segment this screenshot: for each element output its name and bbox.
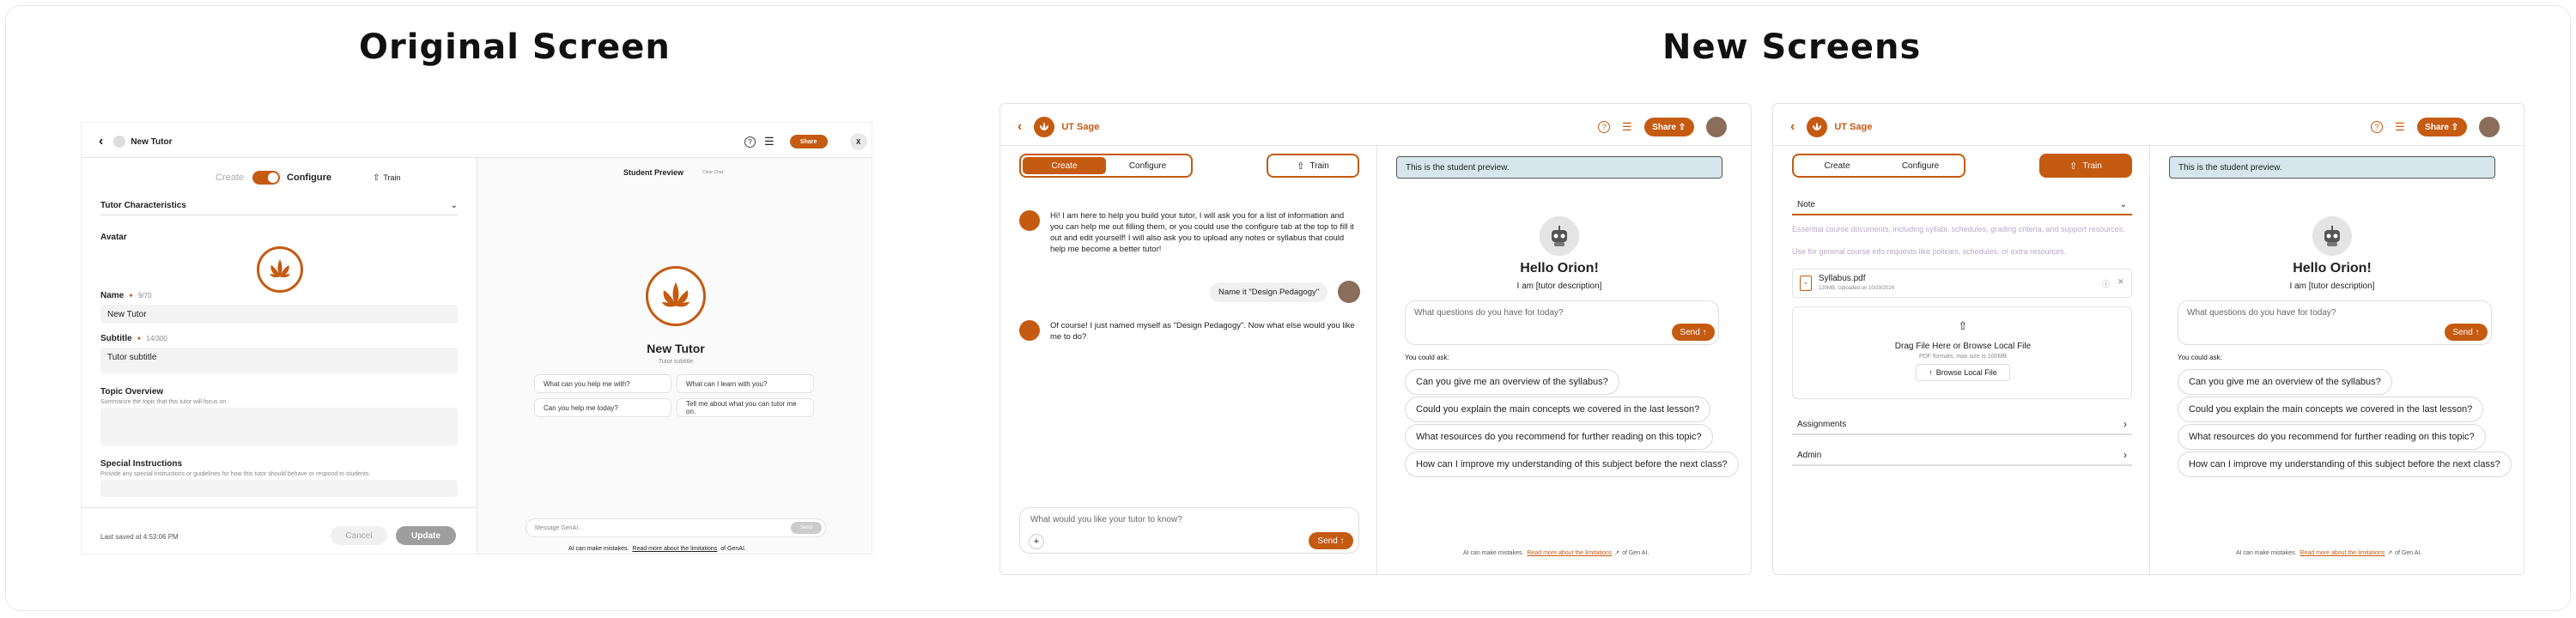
ut-sage-logo bbox=[1807, 117, 1827, 137]
prompt-chip[interactable]: Tell me about what you can tutor me on. bbox=[677, 398, 814, 417]
original-screen bbox=[81, 122, 872, 554]
footer-suffix: of Gen AI. bbox=[1622, 549, 1649, 556]
message-input[interactable] bbox=[526, 518, 826, 537]
suggestion-chip[interactable]: How can I improve my understanding of this subject before the next class? bbox=[1405, 451, 1739, 477]
add-icon[interactable]: + bbox=[1029, 534, 1044, 549]
limitations-link[interactable]: Read more about the limitations bbox=[1527, 549, 1613, 556]
mode-toggle[interactable] bbox=[252, 171, 280, 185]
heading-new: New Screens bbox=[1662, 27, 1922, 67]
limitations-link[interactable]: Read more about the limitations bbox=[2300, 549, 2385, 556]
update-button[interactable]: Update bbox=[396, 526, 456, 545]
chevron-right-icon: › bbox=[2123, 449, 2127, 461]
sparkle-icon: ✦ bbox=[136, 335, 143, 342]
tab-configure[interactable]: Configure bbox=[1128, 161, 1167, 171]
suggestion-chip[interactable]: What resources do you recommend for further reading on this topic? bbox=[1405, 424, 1713, 450]
tutor-input-placeholder: What would you like your tutor to know? bbox=[1030, 515, 1182, 524]
chevron-right-icon: › bbox=[2123, 418, 2127, 430]
special-help: Provide any special instructions or guidelines for how this tutor should behave or respond to students. bbox=[100, 471, 371, 477]
menu-icon[interactable]: ☰ bbox=[1622, 120, 1632, 133]
mode-configure-label[interactable]: Configure bbox=[287, 173, 331, 183]
tutor-description: I am [tutor description] bbox=[2289, 282, 2375, 291]
question-placeholder: What questions do you have for today? bbox=[1414, 308, 1564, 318]
menu-icon[interactable]: ☰ bbox=[764, 135, 775, 148]
new-screen-create bbox=[999, 103, 1752, 575]
special-field[interactable] bbox=[100, 480, 458, 497]
info-icon[interactable]: ⓘ bbox=[2102, 280, 2111, 288]
send-button[interactable]: Send bbox=[791, 522, 822, 534]
pdf-icon: ⌁ bbox=[1800, 276, 1812, 291]
browse-local-button[interactable]: ↑ Browse Local File bbox=[1916, 364, 2010, 381]
note-section-header[interactable] bbox=[1792, 195, 2132, 215]
preview-banner: This is the student preview. bbox=[1396, 156, 1722, 179]
limitations-link[interactable]: Read more about the limitations bbox=[632, 546, 718, 552]
chat-message-bot: Hi! I am here to help you build your tutor, I will ask you for a list of information and you can help me out filling them, or you could use the configure tab at the top to fill it out and edit yourself! I will also ask you to upload any notes or syllabus that could help me become a better tutor! bbox=[1050, 211, 1354, 254]
student-preview bbox=[2150, 146, 2524, 575]
greeting: Hello Orion! bbox=[1520, 261, 1599, 276]
preview-title: Student Preview bbox=[623, 168, 684, 177]
avatar-logo[interactable] bbox=[257, 246, 303, 293]
app-title: UT Sage bbox=[1834, 122, 1873, 132]
disclaimer-suffix: of GenAI. bbox=[720, 546, 746, 552]
topic-help: Summarize the topic that this tutor will focus on. bbox=[100, 399, 228, 405]
mode-create-label[interactable]: Create bbox=[216, 173, 245, 183]
tutor-logo bbox=[646, 266, 706, 326]
tutor-title: New Tutor bbox=[131, 136, 173, 147]
question-placeholder: What questions do you have for today? bbox=[2187, 308, 2336, 318]
help-icon[interactable]: ? bbox=[1598, 121, 1610, 133]
avatar-label: Avatar bbox=[100, 233, 127, 242]
footer-suffix: of Gen AI. bbox=[2395, 549, 2422, 556]
suggestion-chip[interactable]: Could you explain the main concepts we covered in the last lesson? bbox=[2178, 397, 2483, 422]
help-icon[interactable]: ? bbox=[744, 136, 756, 148]
preview-banner: This is the student preview. bbox=[2169, 156, 2495, 179]
train-button[interactable]: Train bbox=[383, 173, 401, 182]
prompt-chip[interactable]: What can I learn with you? bbox=[677, 374, 814, 393]
greeting: Hello Orion! bbox=[2293, 261, 2372, 276]
name-field[interactable]: New Tutor bbox=[100, 305, 458, 324]
train-button[interactable]: ⇧ Train bbox=[2039, 154, 2132, 178]
upload-icon: ⇧ bbox=[1958, 319, 1968, 332]
upload-icon[interactable]: ⇧ bbox=[372, 173, 380, 183]
share-button[interactable]: Share ⇧ bbox=[1644, 118, 1694, 136]
suggestion-chip[interactable]: Can you give me an overview of the syllabus? bbox=[2178, 369, 2392, 395]
cancel-button[interactable]: Cancel bbox=[331, 526, 387, 545]
chat-message-user: Name it "Design Pedagogy" bbox=[1210, 282, 1327, 302]
tutor-avatar-small bbox=[113, 136, 125, 148]
could-ask-label: You could ask: bbox=[2178, 354, 2222, 361]
note-label: Note bbox=[1797, 199, 1816, 209]
tab-configure[interactable]: Configure bbox=[1901, 161, 1940, 171]
section-title: Tutor Characteristics bbox=[100, 201, 186, 210]
topic-field[interactable] bbox=[100, 408, 458, 445]
admin-section[interactable]: Admin › bbox=[1792, 445, 2132, 466]
tutor-input[interactable] bbox=[1019, 507, 1359, 554]
prompt-chip[interactable]: Can you help me today? bbox=[534, 398, 671, 417]
student-preview bbox=[477, 158, 872, 554]
suggestion-chip[interactable]: Can you give me an overview of the syllabus? bbox=[1405, 369, 1619, 395]
send-button[interactable]: Send ↑ bbox=[1309, 532, 1353, 549]
note-help-docs: Essential course documents, including syllabi, schedules, grading criteria, and support resources. bbox=[1792, 225, 2125, 233]
tutor-subtitle: Tutor subtitle bbox=[658, 359, 694, 365]
back-icon[interactable]: ‹ bbox=[1018, 119, 1023, 134]
app-title: UT Sage bbox=[1061, 122, 1100, 132]
bot-avatar bbox=[1019, 320, 1040, 341]
suggestion-chip[interactable]: Could you explain the main concepts we covered in the last lesson? bbox=[1405, 397, 1710, 422]
footer-text: AI can make mistakes. bbox=[2236, 549, 2297, 556]
user-avatar[interactable] bbox=[2479, 117, 2500, 137]
close-button[interactable]: X bbox=[850, 133, 867, 150]
question-input[interactable] bbox=[1405, 300, 1719, 345]
file-name: Syllabus.pdf bbox=[1819, 274, 1866, 283]
tutor-description: I am [tutor description] bbox=[1516, 282, 1602, 291]
ut-sage-logo bbox=[1034, 117, 1054, 137]
external-link-icon: ↗ bbox=[2387, 550, 2393, 556]
send-button[interactable]: Send ↑ bbox=[1672, 324, 1715, 341]
could-ask-label: You could ask: bbox=[1405, 354, 1449, 361]
suggestion-chip[interactable]: How can I improve my understanding of this subject before the next class? bbox=[2178, 451, 2512, 477]
mode-tabs bbox=[1792, 154, 1965, 178]
chevron-down-icon[interactable]: ⌄ bbox=[450, 201, 458, 210]
chat-message-bot: Of course! I just named myself as "Design Pedagogy". Now what else would you like me to do? bbox=[1050, 321, 1355, 342]
clear-chat-link[interactable]: Clear Chat bbox=[702, 170, 723, 175]
file-meta: 120MB, Uploaded on 10/29/2024 bbox=[1819, 286, 1895, 291]
upload-icon: ↑ bbox=[1929, 368, 1933, 377]
disclaimer-text: AI can make mistakes. bbox=[568, 546, 629, 552]
name-label: Name bbox=[100, 291, 125, 300]
topic-label: Topic Overview bbox=[100, 387, 164, 397]
robot-icon bbox=[1540, 216, 1579, 256]
share-button[interactable]: Share ⇧ bbox=[2417, 118, 2467, 136]
question-input[interactable] bbox=[2178, 300, 2492, 345]
upload-icon: ⇧ bbox=[1297, 161, 1305, 172]
sparkle-icon: ✦ bbox=[128, 292, 134, 300]
back-icon[interactable]: ‹ bbox=[1790, 119, 1795, 134]
assignments-section[interactable]: Assignments › bbox=[1792, 415, 2132, 435]
share-button[interactable]: Share bbox=[790, 135, 828, 148]
bot-avatar bbox=[1019, 210, 1040, 231]
heading-original: Original Screen bbox=[359, 27, 671, 67]
help-icon[interactable]: ? bbox=[2371, 121, 2383, 133]
special-label: Special Instructions bbox=[100, 459, 183, 469]
upload-icon: ⇧ bbox=[2069, 161, 2078, 172]
file-dropzone[interactable] bbox=[1792, 306, 2132, 399]
remove-file-icon[interactable]: ✕ bbox=[2117, 277, 2124, 286]
last-saved: Last saved at 4:53:06 PM bbox=[100, 533, 179, 541]
user-avatar bbox=[1338, 281, 1360, 303]
prompt-chip[interactable]: What can you help me with? bbox=[534, 374, 671, 393]
tutor-name: New Tutor bbox=[647, 342, 705, 355]
drop-subtitle: PDF formats, max size is 100MB bbox=[1919, 354, 2007, 360]
subtitle-label: Subtitle bbox=[100, 334, 132, 343]
send-button[interactable]: Send ↑ bbox=[2445, 324, 2488, 341]
train-button[interactable]: ⇧ Train bbox=[1267, 154, 1359, 178]
chevron-down-icon: ⌄ bbox=[2119, 199, 2127, 209]
tab-create[interactable]: Create bbox=[1824, 161, 1850, 171]
message-placeholder: Message GenAI... bbox=[535, 524, 584, 531]
back-icon[interactable]: ‹ bbox=[99, 134, 104, 148]
footer-text: AI can make mistakes. bbox=[1463, 549, 1524, 556]
suggestion-chip[interactable]: What resources do you recommend for further reading on this topic? bbox=[2178, 424, 2486, 450]
subtitle-count: 14/300 bbox=[146, 335, 167, 342]
uploaded-file bbox=[1792, 269, 2132, 298]
mode-tabs bbox=[1019, 154, 1193, 178]
tab-create[interactable]: Create bbox=[1023, 157, 1106, 174]
user-avatar[interactable] bbox=[1706, 117, 1727, 137]
external-link-icon: ↗ bbox=[1614, 550, 1620, 556]
subtitle-field[interactable]: Tutor subtitle bbox=[100, 348, 458, 373]
student-preview bbox=[1377, 146, 1752, 575]
name-count: 9/70 bbox=[137, 292, 152, 300]
note-help-usage: Use for general course info requests like policies, schedules, or extra resources. bbox=[1792, 247, 2067, 256]
new-screen-train bbox=[1772, 103, 2524, 575]
menu-icon[interactable]: ☰ bbox=[2395, 120, 2405, 133]
robot-icon bbox=[2312, 216, 2352, 256]
drop-title: Drag File Here or Browse Local File bbox=[1894, 342, 2032, 351]
